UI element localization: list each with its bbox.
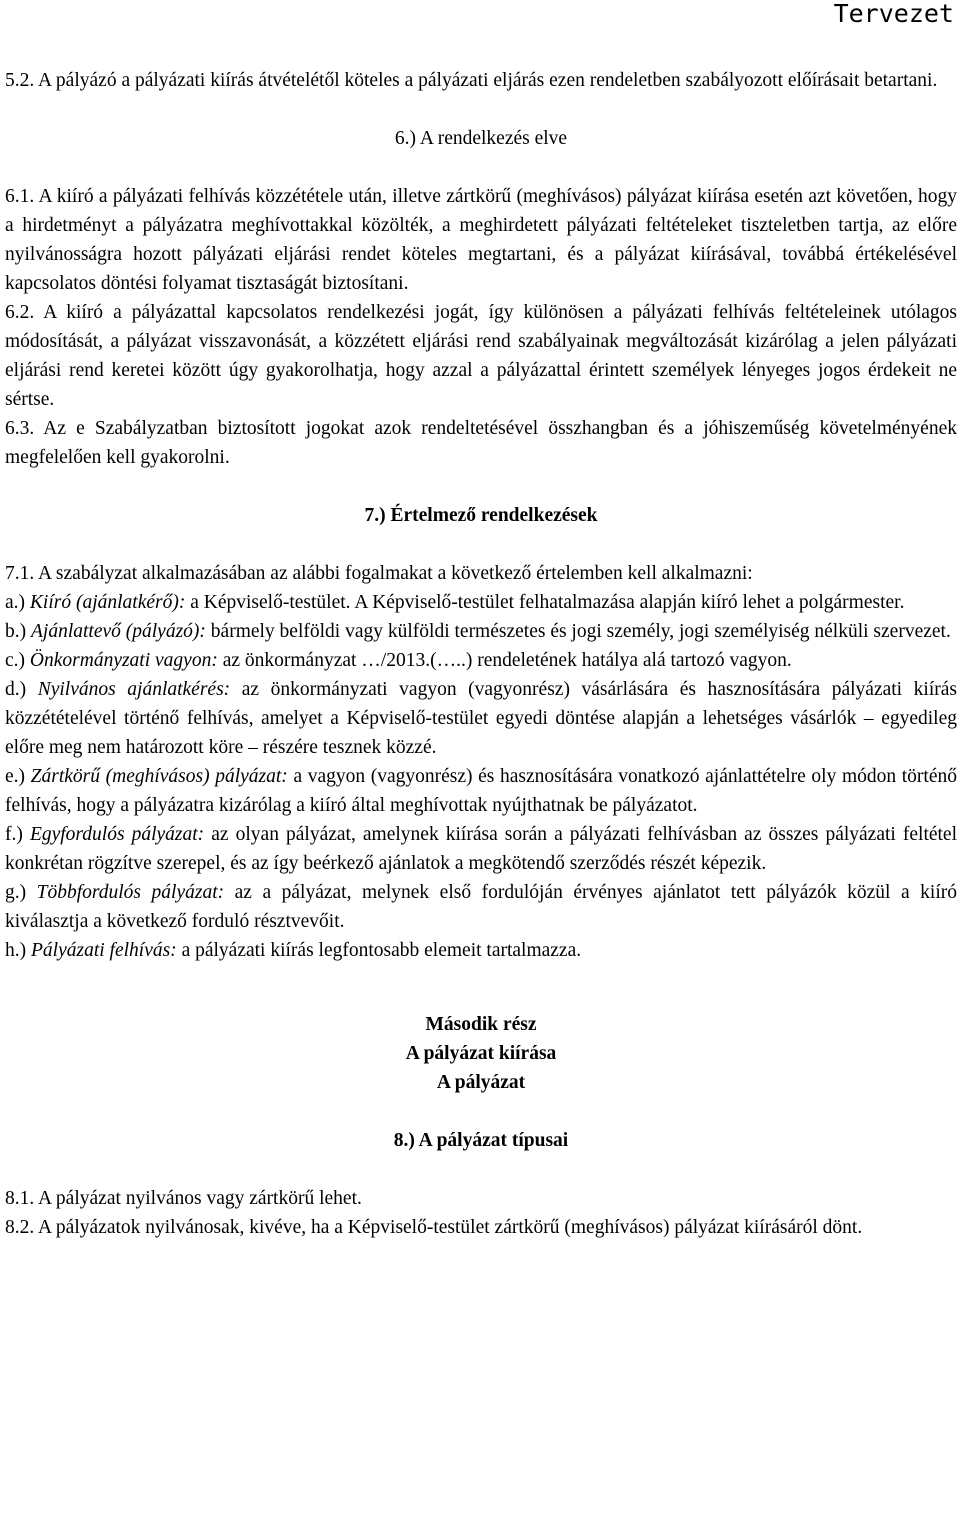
part-title: Második rész	[425, 1014, 537, 1035]
heading-8: 8.) A pályázat típusai	[393, 1130, 569, 1151]
paragraph-6-2: 6.2. A kiíró a pályázattal kapcsolatos rendelkezési jogát, így különösen a pályázati felhívás feltételeinek utólagos módosítását, a pályázat visszavonását, a közzétett eljárási rend szabályainak megváltozását kizárólag a jelen pályázati eljárási rend keretei között úgy gyakorolhatja, hogy azzal a pályázattal érintett személyek lényeges jogos érdekeit ne sértse.	[5, 302, 957, 410]
paragraph-7-1: 7.1. A szabályzat alkalmazásában az alábbi fogalmakat a következő értelemben kell alkalmazni:	[5, 563, 753, 584]
part-section-title: A pályázat	[436, 1072, 526, 1093]
paragraph-5-2: 5.2. A pályázó a pályázati kiírás átvételétől köteles a pályázati eljárás ezen rendeletben szabályozott előírásait betartani.	[5, 70, 938, 91]
paragraph-8-1: 8.1. A pályázat nyilvános vagy zártkörű lehet.	[5, 1188, 362, 1209]
heading-7: 7.) Értelmező rendelkezések	[364, 505, 598, 526]
definition-a: a.) Kiíró (ajánlatkérő): a Képviselő-testület. A Képviselő-testület felhatalmazása alapján kiíró lehet a polgármester.	[5, 592, 905, 613]
definition-d: d.) Nyilvános ajánlatkérés: az önkormányzati vagyon (vagyonrész) vásárlására és hasznosítására pályázati kiírás közzétételével történő felhívás, amelyet a Képviselő-testület egyedi döntése alapján a lehetséges vásárlók – egyedileg előre meg nem határozott köre – részére tesznek közzé.	[5, 679, 957, 758]
paragraph-6-1: 6.1. A kiíró a pályázati felhívás közzététele után, illetve zártkörű (meghívásos) pályázat kiírása esetén azt követően, hogy a hirdetményt a pályázatra meghívottakkal közölték, a meghirdetett pályázati feltételeket tiszteletben tartja, az előre nyilvánosságra hozott pályázati eljárási rendet köteles megtartani, és a pályázat kiírásával, továbbá értékelésével kapcsolatos döntési folyamat tisztaságát biztosítani.	[5, 186, 957, 294]
definition-e: e.) Zártkörű (meghívásos) pályázat: a vagyon (vagyonrész) és hasznosítására vonatkozó ajánlattételre oly módon történő felhívás, hogy a pályázatra kizárólag a kiíró által meghívottak nyújthatnak be pályázatot.	[5, 766, 957, 816]
paragraph-6-3: 6.3. Az e Szabályzatban biztosított jogokat azok rendeltetésével összhangban és a jóhiszeműség követelményének megfelelően kell gyakorolni.	[5, 418, 957, 468]
heading-6: 6.) A rendelkezés elve	[394, 128, 568, 149]
draft-label: Tervezet	[833, 0, 954, 28]
paragraph-8-2: 8.2. A pályázatok nyilvánosak, kivéve, ha a Képviselő-testület zártkörű (meghívásos) pályázat kiírásáról dönt.	[5, 1217, 863, 1238]
definition-g: g.) Többfordulós pályázat: az a pályázat, melynek első fordulóján érvényes ajánlatot tett pályázók közül a kiíró kiválasztja a következő forduló résztvevőit.	[5, 882, 957, 932]
definition-f: f.) Egyfordulós pályázat: az olyan pályázat, amelynek kiírása során a pályázati felhívásban az összes pályázati feltétel konkrétan rögzítve szerepel, és az így beérkező ajánlatok a megkötendő szerződés részét képezik.	[5, 824, 958, 874]
definition-c: c.) Önkormányzati vagyon: az önkormányzat …/2013.(…..) rendeletének hatálya alá tartozó vagyon.	[5, 650, 792, 671]
part-subtitle: A pályázat kiírása	[405, 1043, 557, 1064]
document-body	[5, 66, 957, 1242]
definition-h: h.) Pályázati felhívás: a pályázati kiírás legfontosabb elemeit tartalmazza.	[5, 940, 582, 961]
definition-b: b.) Ajánlattevő (pályázó): bármely belföldi vagy külföldi természetes és jogi személy, jogi személyiség nélküli szervezet.	[5, 621, 951, 642]
